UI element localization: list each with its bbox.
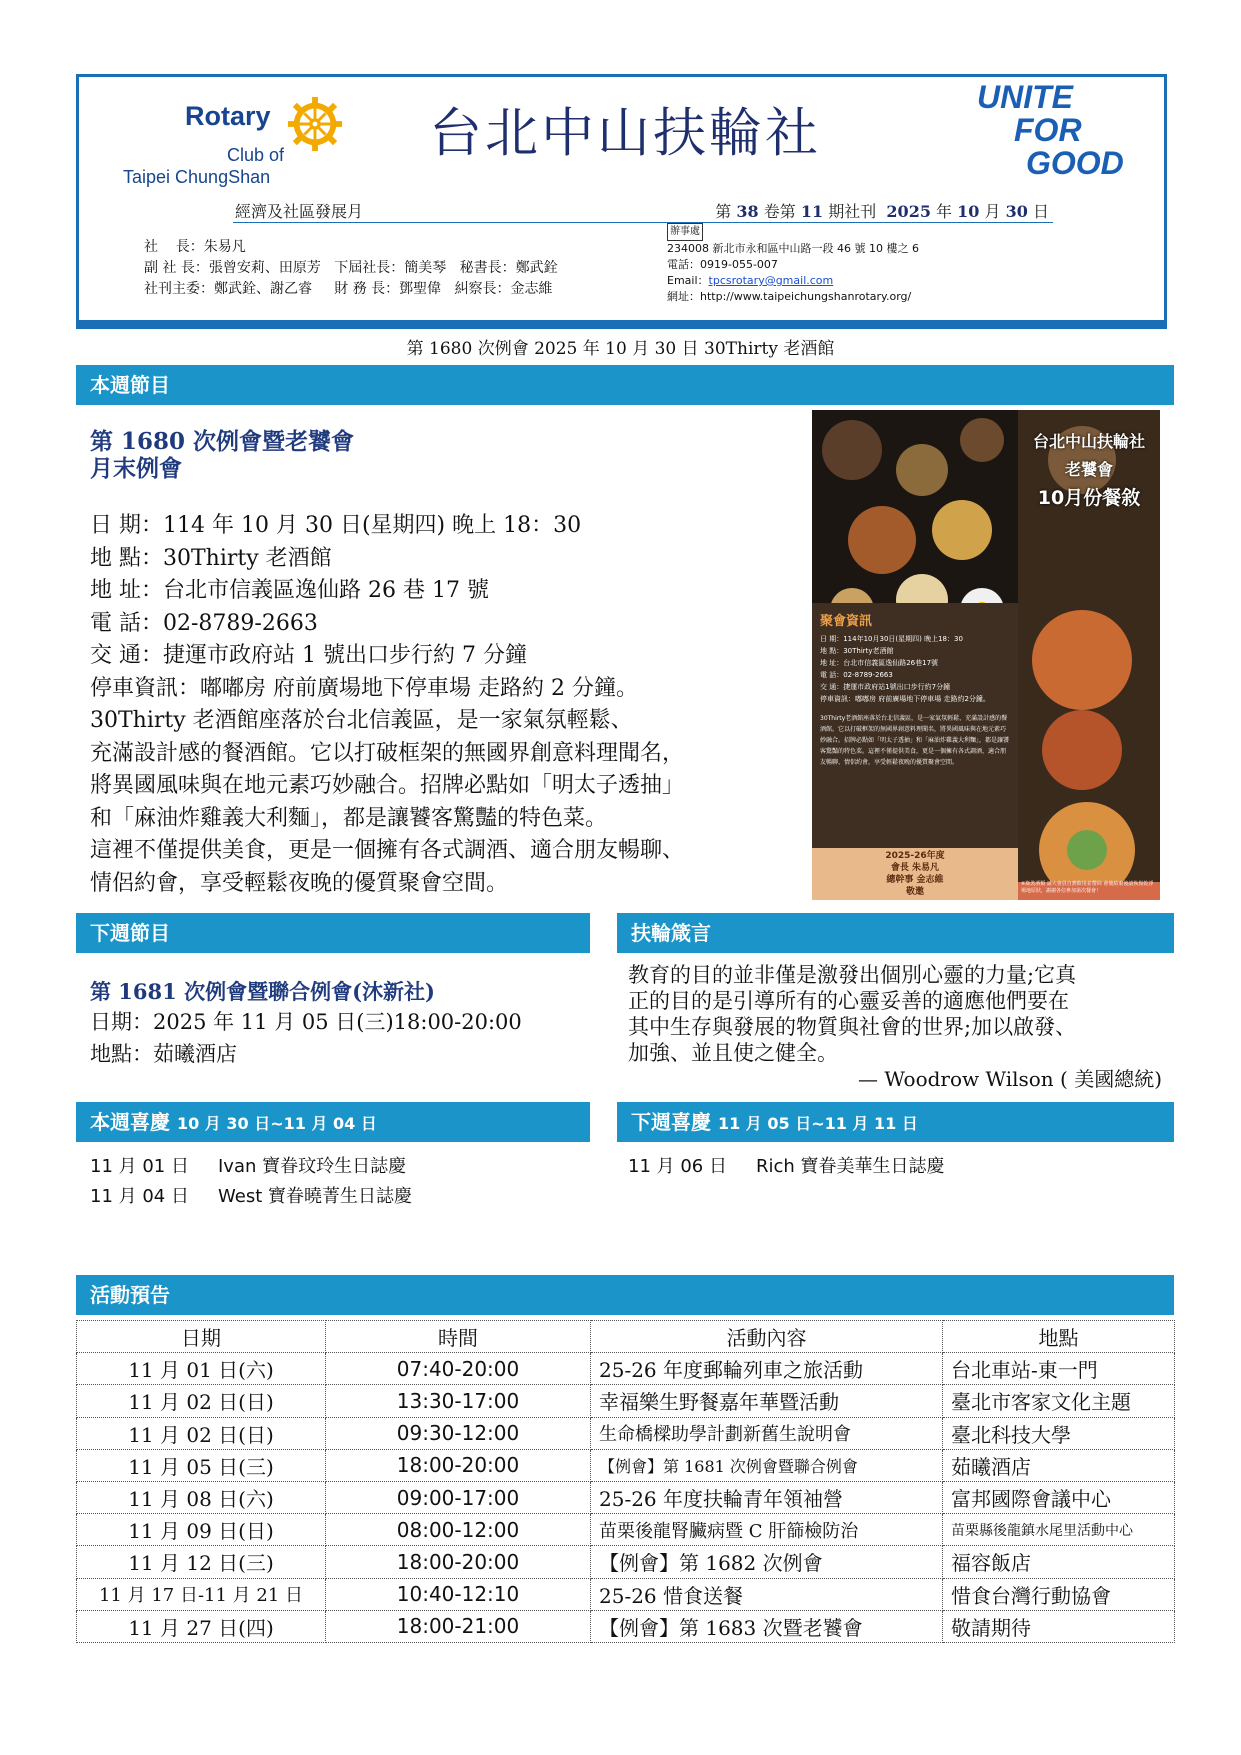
slogan-line: GOOD <box>1026 145 1124 181</box>
this-week-bar: 本週節目 <box>76 365 1174 405</box>
event-time: 07:40-20:00 <box>326 1353 591 1385</box>
event-title: 【例會】第 1681 次例會暨聯合例會 <box>591 1449 943 1481</box>
program-title: 第 1680 次例會暨老饕會 <box>90 428 355 455</box>
event-title: 25-26 年度扶輪青年領袖營 <box>591 1481 943 1513</box>
this-week-celebrations <box>90 1152 412 1212</box>
column-header: 時間 <box>326 1321 591 1353</box>
celebration-item: 11 月 04 日 West 寶眷曉菁生日誌慶 <box>90 1186 412 1207</box>
event-place: 苗栗縣後龍鎮水尾里活動中心 <box>943 1514 1175 1546</box>
masthead-rule <box>79 320 1164 326</box>
column-header: 日期 <box>77 1321 326 1353</box>
celebration-bar-label: 下週喜慶 <box>631 1110 711 1134</box>
program-info <box>90 510 790 900</box>
theme-month: 經濟及社區發展月 <box>235 202 364 221</box>
next-week-program <box>90 976 522 1070</box>
next-week-bar: 下週節目 <box>76 913 590 953</box>
program-subtitle: 月末例會 <box>90 455 182 482</box>
event-time: 18:00-20:00 <box>326 1546 591 1578</box>
event-place: 臺北科技大學 <box>943 1417 1175 1449</box>
event-date: 11 月 08 日(六) <box>77 1481 326 1513</box>
quote-author: — Woodrow Wilson ( 美國總統) <box>857 1067 1162 1091</box>
rotary-quote <box>628 962 1168 1092</box>
event-place: 台北車站-東一門 <box>943 1353 1175 1385</box>
table-row <box>77 1546 1175 1578</box>
event-time: 18:00-20:00 <box>326 1449 591 1481</box>
info-line: 交 通：捷運市政府站 1 號出口步行約 7 分鐘 <box>90 643 527 668</box>
email-label: Email： <box>667 274 709 287</box>
poster-info-line: 地 點：30Thirty老酒館 <box>820 647 894 655</box>
event-time: 09:00-17:00 <box>326 1481 591 1513</box>
poster-sign-line: 總幹事 金志維 <box>886 875 944 885</box>
poster-info-line: 電 話：02-8789-2663 <box>820 671 893 679</box>
quote-bar: 扶輪箴言 <box>617 913 1174 953</box>
officer-line: 社刊主委：鄭武銓、謝乙睿 財 務 長：鄧聖偉 糾察長：金志維 <box>144 281 553 297</box>
quote-line: 其中生存與發展的物質與社會的世界;加以啟發、 <box>628 1015 1077 1039</box>
poster-sign-line: 2025-26年度 <box>885 851 945 861</box>
event-date: 11 月 01 日(六) <box>77 1353 326 1385</box>
info-line: 充滿設計感的餐酒館。它以打破框架的無國界創意料理聞名， <box>90 740 685 766</box>
event-title: 幸福樂生野餐嘉年華暨活動 <box>591 1385 943 1417</box>
masthead <box>76 74 1167 329</box>
event-place: 惜食台灣行動協會 <box>943 1578 1175 1610</box>
event-place: 臺北市客家文化主題 <box>943 1385 1175 1417</box>
poster-note: ※瓶裝酒類 請大會員自費飲用並帶回 會後結束後請恢復乾淨場地原狀，謝謝各位參加第次餐會！ <box>1021 881 1154 894</box>
events-bar: 活動預告 <box>76 1275 1174 1315</box>
this-week-program <box>90 428 790 900</box>
next-week-celebration-bar <box>617 1102 1174 1142</box>
next-program-title: 第 1681 次例會暨聯合例會(沐新社) <box>90 979 435 1004</box>
poster-sign-line: 會長 朱易凡 <box>890 863 940 873</box>
poster-info-line: 交 通：捷運市政府站1號出口步行約7分鐘 <box>820 683 951 691</box>
celebration-range: 11 月 05 日~11 月 11 日 <box>717 1114 918 1133</box>
event-title: 【例會】第 1682 次例會 <box>591 1546 943 1578</box>
event-title: 25-26 年度郵輪列車之旅活動 <box>591 1353 943 1385</box>
event-title: 【例會】第 1683 次暨老饕會 <box>591 1610 943 1642</box>
poster-sign-line: 敬邀 <box>905 887 924 897</box>
event-date: 11 月 05 日(三) <box>77 1449 326 1481</box>
celebration-range: 10 月 30 日~11 月 04 日 <box>176 1114 377 1133</box>
column-header: 活動內容 <box>591 1321 943 1353</box>
celebration-item: 11 月 01 日 Ivan 寶眷玟玲生日誌慶 <box>90 1156 407 1177</box>
slogan-line: UNITE <box>977 79 1073 115</box>
office-phone: 電話：0919-055-007 <box>667 258 778 271</box>
poster-heading-line: 台北中山扶輪社 <box>1032 432 1145 451</box>
event-place: 富邦國際會議中心 <box>943 1481 1175 1513</box>
quote-line: 正的目的是引導所有的心靈妥善的適應他們要在 <box>628 989 1069 1013</box>
issue-line <box>233 199 1053 223</box>
this-week-celebration-bar <box>76 1102 590 1142</box>
next-program-date: 日期：2025 年 11 月 05 日(三)18:00-20:00 <box>90 1010 522 1034</box>
table-row <box>77 1417 1175 1449</box>
event-date: 11 月 27 日(四) <box>77 1610 326 1642</box>
event-place: 敬請期待 <box>943 1610 1175 1642</box>
table-row <box>77 1578 1175 1610</box>
office-address: 234008 新北市永和區中山路一段 46 號 10 樓之 6 <box>667 242 919 255</box>
next-program-place: 地點：茹曦酒店 <box>90 1042 237 1066</box>
info-line: 電 話：02-8789-2663 <box>90 610 318 636</box>
table-header-row <box>77 1321 1175 1353</box>
event-date: 11 月 02 日(日) <box>77 1385 326 1417</box>
rotary-wheel-icon <box>286 95 344 153</box>
event-title: 25-26 惜食送餐 <box>591 1578 943 1610</box>
logo-brand: Rotary <box>185 101 271 131</box>
office-tag: 辦事處 <box>667 223 703 241</box>
poster-info-line: 停車資訊：嘟嘟房 府前廣場地下停車場 走路約2分鐘。 <box>820 695 990 703</box>
event-date: 11 月 12 日(三) <box>77 1546 326 1578</box>
issue-number: 第 38 卷第 11 期社刊 2025 年 10 月 30 日 <box>715 202 1049 221</box>
event-time: 09:30-12:00 <box>326 1417 591 1449</box>
event-time: 18:00-21:00 <box>326 1610 591 1642</box>
slogan-line: FOR <box>1014 112 1082 148</box>
events-table <box>76 1320 1175 1643</box>
info-line: 地 點：30Thirty 老酒館 <box>90 545 332 571</box>
column-header: 地點 <box>943 1321 1175 1353</box>
quote-line: 加強、並且使之健全。 <box>628 1041 838 1065</box>
celebration-item: 11 月 06 日 Rich 寶眷美華生日誌慶 <box>628 1156 945 1177</box>
club-title: 台北中山扶輪社 <box>429 103 821 164</box>
poster-heading-line: 老饕會 <box>1064 460 1113 479</box>
info-line: 將異國風味與在地元素巧妙融合。招牌必點如「明太子透抽」 <box>90 773 685 798</box>
table-row <box>77 1481 1175 1513</box>
info-line: 和「麻油炸雞義大利麵」，都是讓饕客驚豔的特色菜。 <box>90 805 608 831</box>
event-date: 11 月 02 日(日) <box>77 1417 326 1449</box>
slogan <box>977 81 1147 180</box>
info-line: 這裡不僅提供美食，更是一個擁有各式調酒、適合朋友暢聊、 <box>90 838 685 863</box>
event-time: 08:00-12:00 <box>326 1514 591 1546</box>
quote-line: 教育的目的並非僅是激發出個別心靈的力量;它真 <box>628 963 1077 987</box>
event-time: 10:40-12:10 <box>326 1578 591 1610</box>
event-place: 福容飯店 <box>943 1546 1175 1578</box>
info-line: 日 期：114 年 10 月 30 日(星期四) 晚上 18：30 <box>90 513 582 538</box>
poster-desc: 30Thirty老酒館座落於台北信義區，是一家氣氛輕鬆、充滿設計感的餐酒館。它以打破框架的無國界創意料理聞名，將異國風味與在地元素巧妙融合。招牌必點如「明太子透抽」和「麻油炸雞義大利麵」，都是讓饕客驚豔的特色菜。這裡不僅提供美食，更是一個擁有各式調酒、適合朋友暢聊、情侶約會，享受輕鬆夜晚的優質聚會空間。 <box>820 715 1010 766</box>
poster-info <box>820 610 1010 768</box>
rotary-logo <box>101 91 341 191</box>
event-title: 生命橋樑助學計劃新舊生說明會 <box>591 1417 943 1449</box>
event-place: 茹曦酒店 <box>943 1449 1175 1481</box>
info-line: 停車資訊：嘟嘟房 府前廣場地下停車場 走路約 2 分鐘。 <box>90 675 638 701</box>
email-link[interactable]: tpcsrotary@gmail.com <box>708 274 834 287</box>
table-row <box>77 1514 1175 1546</box>
next-week-celebrations <box>628 1152 945 1182</box>
info-line: 30Thirty 老酒館座落於台北信義區，是一家氣氛輕鬆、 <box>90 708 633 733</box>
poster-sign <box>812 850 1018 898</box>
event-title: 苗栗後龍腎臟病暨 C 肝篩檢防治 <box>591 1514 943 1546</box>
table-row <box>77 1610 1175 1642</box>
poster-info-line: 日 期：114年10月30日(星期四) 晚上18：30 <box>820 635 963 643</box>
event-poster <box>812 410 1160 900</box>
table-row <box>77 1353 1175 1385</box>
info-line: 地 址：台北市信義區逸仙路 26 巷 17 號 <box>90 578 489 603</box>
officer-line: 社 長：朱易凡 <box>144 239 246 255</box>
officer-line: 副 社 長：張曾安莉、田原芳 下屆社長：簡美琴 秘書長：鄭武銓 <box>144 260 558 276</box>
poster-heading-line: 10月份餐敘 <box>1037 487 1141 509</box>
event-date: 11 月 17 日-11 月 21 日 <box>77 1578 326 1610</box>
table-row <box>77 1449 1175 1481</box>
event-date: 11 月 09 日(日) <box>77 1514 326 1546</box>
info-line: 情侶約會，享受輕鬆夜晚的優質聚會空間。 <box>90 870 509 896</box>
poster-info-title: 聚會資訊 <box>820 614 873 629</box>
office-info <box>667 223 919 305</box>
logo-line3: Taipei ChungShan <box>123 167 271 187</box>
office-web[interactable]: 網址：http://www.taipeichungshanrotary.org/ <box>667 290 912 303</box>
event-time: 13:30-17:00 <box>326 1385 591 1417</box>
celebration-bar-label: 本週喜慶 <box>90 1110 170 1134</box>
meeting-line: 第 1680 次例會 2025 年 10 月 30 日 30Thirty 老酒館 <box>406 339 835 359</box>
poster-heading <box>1018 428 1160 512</box>
logo-line2: Club of <box>227 145 285 165</box>
table-row <box>77 1385 1175 1417</box>
poster-info-line: 地 址：台北市信義區逸仙路26巷17號 <box>820 659 939 667</box>
officers-list <box>144 237 558 300</box>
